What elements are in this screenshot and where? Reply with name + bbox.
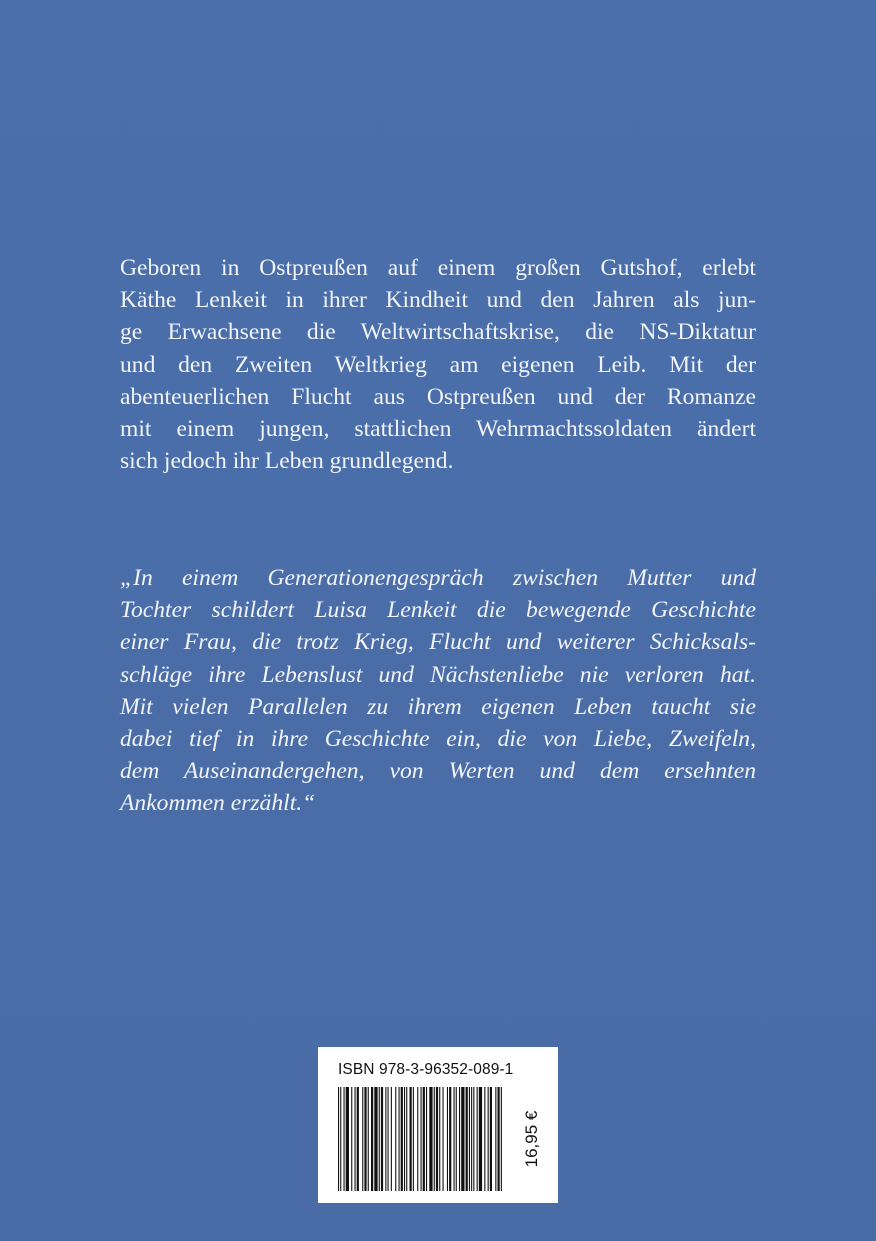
barcode-bar (447, 1087, 448, 1191)
quote-paragraph (120, 562, 756, 820)
barcode-bar (374, 1087, 377, 1191)
blurb-line: abenteuerlichen Flucht aus Ostpreußen und der Romanze (120, 383, 756, 410)
barcode-bar (351, 1087, 352, 1191)
barcode-bar (473, 1087, 474, 1191)
quote-line: „In einem Generationengespräch zwischen Mutter und (120, 565, 756, 591)
barcode-bar (490, 1087, 492, 1191)
blurb-paragraph (120, 252, 756, 477)
barcode-bar (391, 1087, 392, 1191)
barcode-bar (406, 1087, 407, 1191)
barcode-bar (346, 1087, 349, 1191)
barcode-bar (381, 1087, 383, 1191)
quote-line: dem Auseinandergehen, von Werten und dem ersehnten (120, 758, 756, 785)
barcode-bar (340, 1087, 341, 1191)
barcode-bar (421, 1087, 422, 1191)
isbn-text: ISBN 978-3-96352-089-1 (338, 1061, 514, 1078)
blurb-line: Geboren in Ostpreußen auf einem großen Gutshof, erlebt (120, 255, 756, 281)
barcode-bar (423, 1087, 425, 1191)
barcode-bar (434, 1087, 435, 1191)
barcode-bar (443, 1087, 444, 1191)
quote-line: Mit vielen Parallelen zu ihrem eigenen Leben taucht sie (120, 693, 756, 720)
barcode-bar (362, 1087, 363, 1191)
barcode-bar (368, 1087, 369, 1191)
barcode-bar (498, 1087, 500, 1191)
blurb-line: Käthe Lenkeit in ihrer Kindheit und den Jahren als jun- (120, 287, 756, 314)
blurb-line: und den Zweiten Weltkrieg am eigenen Leib. Mit der (120, 351, 756, 378)
barcode-label (318, 1047, 558, 1203)
barcode-bar (399, 1087, 400, 1191)
barcode-bar (477, 1087, 478, 1191)
barcode-bar (459, 1087, 460, 1191)
barcode-bar (495, 1087, 496, 1191)
barcode-bar (436, 1087, 438, 1191)
barcode-bar (456, 1087, 457, 1191)
barcode-bar (461, 1087, 464, 1191)
barcode-bar (469, 1087, 470, 1191)
barcode-bar (338, 1087, 339, 1191)
barcode-bar (401, 1087, 403, 1191)
price-text: 16,95 € (522, 1110, 541, 1168)
barcode-bars (338, 1087, 504, 1191)
barcode-bar (388, 1087, 389, 1191)
quote-line: Ankommen erzählt.“ (120, 790, 316, 817)
barcode-bar (371, 1087, 373, 1191)
barcode-bar (429, 1087, 432, 1191)
barcode-bar (439, 1087, 440, 1191)
price-label (518, 1087, 546, 1191)
barcode-bar (479, 1087, 482, 1191)
barcode-bar (484, 1087, 485, 1191)
barcode-bar (357, 1087, 359, 1191)
barcode-bar (426, 1087, 427, 1191)
barcode-bar (471, 1087, 472, 1191)
quote-line: dabei tief in ihre Geschichte ein, die von Liebe, Zweifeln, (120, 725, 756, 752)
barcode-bar (488, 1087, 489, 1191)
blurb-line: mit einem jungen, stattlichen Wehrmachtssoldaten ändert (120, 415, 756, 442)
barcode-bar (466, 1087, 468, 1191)
blurb-line: sich jedoch ihr Leben grundlegend. (120, 448, 454, 475)
barcode-bar (395, 1087, 396, 1191)
quote-line: schläge ihre Lebenslust und Nächstenliebe nie verloren hat. (120, 661, 756, 688)
barcode-bar (413, 1087, 414, 1191)
quote-line: einer Frau, die trotz Krieg, Flucht und weiterer Schicksals- (120, 629, 756, 656)
barcode-bar (344, 1087, 345, 1191)
quote-line: Tochter schildert Luisa Lenkeit die bewegende Geschichte (120, 597, 756, 624)
barcode-bar (449, 1087, 451, 1191)
barcode-bar (410, 1087, 412, 1191)
barcode-bar (364, 1087, 366, 1191)
barcode-bar (385, 1087, 386, 1191)
barcode-bar (454, 1087, 455, 1191)
barcode-bar (404, 1087, 405, 1191)
barcode-bar (501, 1087, 502, 1191)
barcode-bar (379, 1087, 380, 1191)
blurb-line: ge Erwachsene die Weltwirtschaftskrise, die NS-Diktatur (120, 319, 756, 346)
barcode-bar (417, 1087, 418, 1191)
barcode-bar (355, 1087, 356, 1191)
